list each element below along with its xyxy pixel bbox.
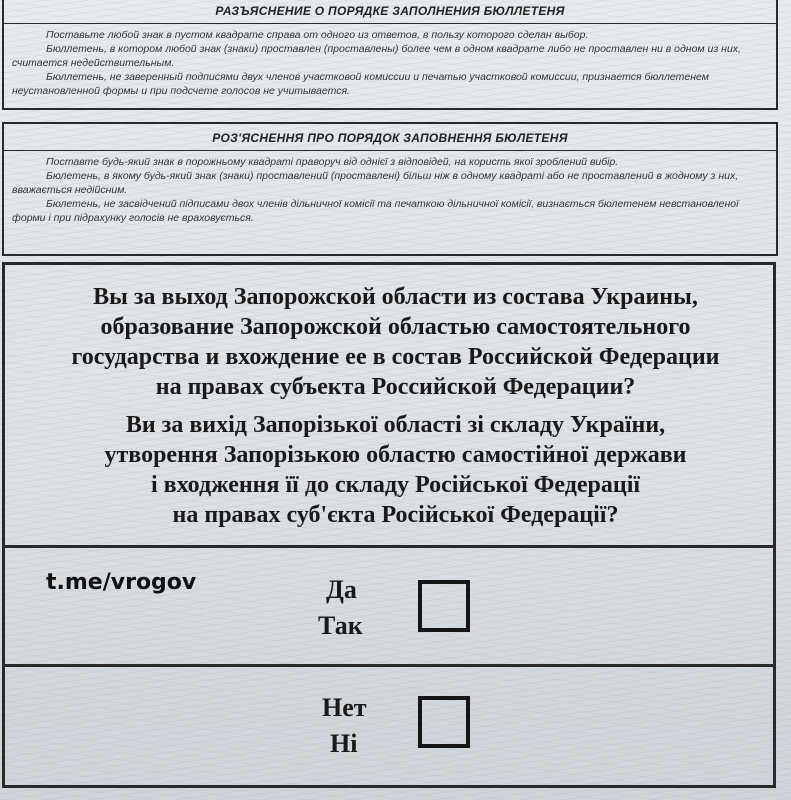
ukrainian-instructions-title: РОЗ'ЯСНЕННЯ ПРО ПОРЯДОК ЗАПОВНЕННЯ БЮЛЕТЕНЯ xyxy=(212,131,568,145)
russian-instructions-title: РАЗЪЯСНЕНИЕ О ПОРЯДКЕ ЗАПОЛНЕНИЯ БЮЛЛЕТЕНЯ xyxy=(215,4,565,18)
ukrainian-instructions-text xyxy=(12,155,766,225)
question-russian-line-2: образование Запорожской областью самостоятельного xyxy=(100,314,691,340)
russian-instructions-box xyxy=(2,0,778,110)
question-answer-divider xyxy=(2,545,776,548)
ukrainian-instructions-box xyxy=(2,122,778,256)
russian-instruction-1: Поставьте любой знак в пустом квадрате справа от одного из ответов, в пользу которого сделан выбор. xyxy=(46,29,589,41)
divider xyxy=(2,23,778,24)
divider xyxy=(2,150,778,151)
answer-yes-ukrainian-label: Так xyxy=(318,611,363,640)
question-ukrainian-line-1: Ви за вихід Запорізької області зі складу України, xyxy=(125,412,666,438)
ukrainian-instruction-3: Бюлетень, не засвідчений підписами двох членів дільничної комісії та печаткою дільничної комісії, визнається бюлетенем невстановленої форми і при підрахунку голосів не враховується. xyxy=(12,198,739,224)
watermark-text: t.me/vrogov xyxy=(46,570,197,595)
question-russian-line-4: на правах субъекта Российской Федерации? xyxy=(155,374,636,400)
question-russian-line-1: Вы за выход Запорожской области из состава Украины, xyxy=(93,284,698,310)
answers-divider xyxy=(2,664,776,667)
ukrainian-instruction-2: Бюлетень, в якому будь-який знак (знаки) проставлений (проставлені) більш ніж в одному квадраті або не проставлений в жодному з них, вважається недійсним. xyxy=(12,170,739,196)
answer-yes-checkbox[interactable] xyxy=(418,580,470,632)
answer-no-checkbox[interactable] xyxy=(418,696,470,748)
question-ukrainian-line-4: на правах суб'єкта Російської Федерації? xyxy=(172,502,619,528)
ukrainian-instruction-1: Поставте будь-який знак в порожньому квадраті праворуч від однієї з відповідей, на користь якої зроблений вибір. xyxy=(46,156,619,168)
answer-yes-russian-label: Да xyxy=(326,575,357,604)
russian-instruction-3: Бюллетень, не заверенный подписями двух членов участковой комиссии и печатью участковой комиссии, признается бюллетенем неустановленной формы и при подсчете голосов не учитывается. xyxy=(12,71,709,97)
question-ukrainian-line-2: утворення Запорізькою областю самостійної держави xyxy=(104,442,687,468)
answer-no-ukrainian-label: Ні xyxy=(330,729,358,758)
question-ukrainian-line-3: і входження її до складу Російської Федерації xyxy=(150,472,641,498)
russian-instruction-2: Бюллетень, в котором любой знак (знаки) проставлен (проставлены) более чем в одном квадрате либо не проставлен ни в одном из них, считается недействительным. xyxy=(12,43,741,69)
question-russian-line-3: государства и вхождение ее в состав Российской Федерации xyxy=(71,344,720,370)
russian-instructions-text xyxy=(12,28,766,98)
answer-no-russian-label: Нет xyxy=(322,693,367,722)
